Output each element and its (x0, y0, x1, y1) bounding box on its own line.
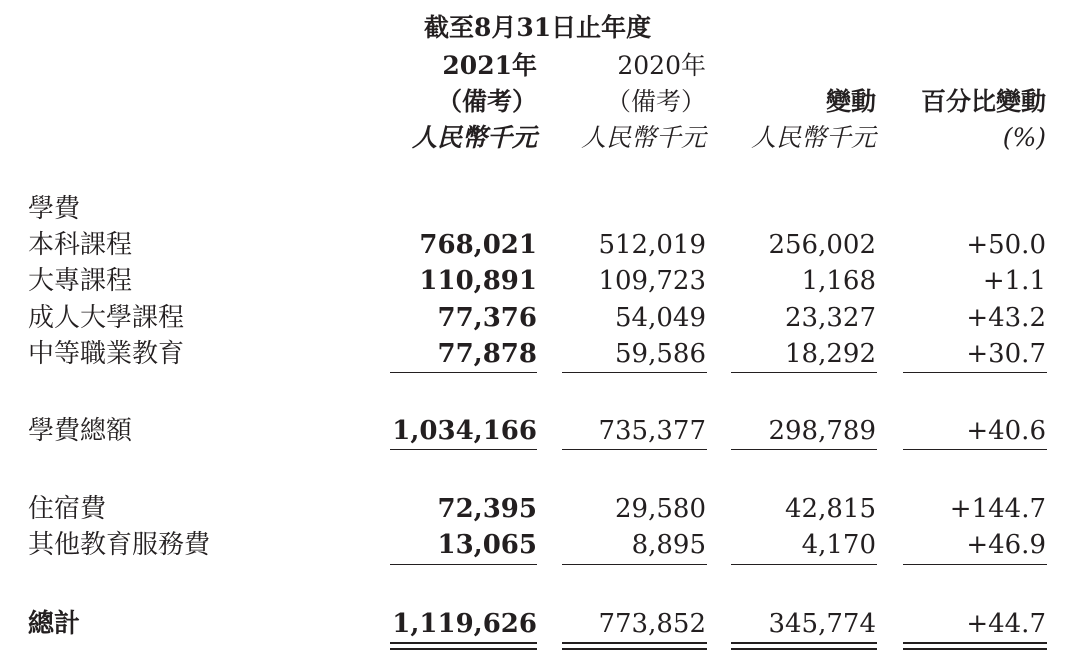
cell-2020: 512,019 (598, 230, 706, 260)
cell-2021: 768,021 (419, 230, 537, 260)
cell-pct: +144.7 (949, 494, 1046, 524)
row-label: 學費總額 (28, 416, 133, 446)
other-fees-rule (903, 564, 1047, 565)
other-fees-rule (562, 564, 707, 565)
subtotal-rule (390, 372, 537, 373)
cell-change: 4,170 (801, 530, 876, 560)
cell-2020: 29,580 (615, 494, 706, 524)
cell-2021: 1,119,626 (392, 609, 537, 639)
col-pct-unit: (%) (1002, 123, 1046, 152)
col-2021-unit: 人民幣千元 (411, 123, 537, 152)
row-label: 大專課程 (28, 266, 133, 296)
cell-2020: 735,377 (598, 416, 706, 446)
cell-2021: 1,034,166 (392, 416, 537, 446)
cell-2020: 8,895 (631, 530, 706, 560)
row-label: 其他教育服務費 (28, 530, 211, 560)
cell-2020: 109,723 (598, 266, 706, 296)
other-fees-rule (731, 564, 877, 565)
col-2021-year: 2021年 (442, 51, 537, 80)
total-tuition-rule (390, 449, 537, 450)
cell-change: 256,002 (768, 230, 876, 260)
grand-total-double-rule (731, 642, 877, 650)
cell-change: 42,815 (785, 494, 876, 524)
col-change-label: 變動 (825, 87, 876, 116)
cell-pct: +40.6 (966, 416, 1046, 446)
total-tuition-rule (731, 449, 877, 450)
cell-pct: +30.7 (966, 339, 1046, 369)
cell-pct: +50.0 (966, 230, 1046, 260)
section-title-tuition: 學費 (28, 194, 81, 224)
cell-pct: +44.7 (966, 609, 1046, 639)
other-fees-rule (390, 564, 537, 565)
grand-total-double-rule (390, 642, 537, 650)
cell-change: 1,168 (801, 266, 876, 296)
cell-2021: 110,891 (419, 266, 537, 296)
col-pct-label: 百分比變動 (920, 87, 1046, 116)
cell-2020: 773,852 (598, 609, 706, 639)
cell-2021: 77,376 (437, 303, 537, 333)
subtotal-rule (731, 372, 877, 373)
grand-total-double-rule (562, 642, 707, 650)
cell-2021: 72,395 (437, 494, 537, 524)
grand-total-double-rule (903, 642, 1047, 650)
row-label: 成人大學課程 (28, 303, 185, 333)
cell-change: 345,774 (768, 609, 876, 639)
cell-pct: +46.9 (966, 530, 1046, 560)
row-label: 中等職業教育 (28, 339, 185, 369)
col-change-unit: 人民幣千元 (750, 123, 876, 152)
cell-pct: +43.2 (966, 303, 1046, 333)
col-2020-note: （備考） (605, 87, 706, 116)
row-label: 住宿費 (28, 494, 107, 524)
col-2020-unit: 人民幣千元 (580, 123, 706, 152)
total-tuition-rule (903, 449, 1047, 450)
cell-pct: +1.1 (982, 266, 1046, 296)
col-2021-note: （備考） (436, 87, 537, 116)
row-label: 本科課程 (28, 230, 133, 260)
total-tuition-rule (562, 449, 707, 450)
cell-change: 18,292 (785, 339, 876, 369)
cell-change: 298,789 (768, 416, 876, 446)
row-label-grand-total: 總計 (28, 609, 81, 639)
col-2020-year: 2020年 (617, 51, 706, 80)
subtotal-rule (903, 372, 1047, 373)
cell-2020: 59,586 (615, 339, 706, 369)
cell-2021: 13,065 (437, 530, 537, 560)
cell-2021: 77,878 (437, 339, 537, 369)
cell-change: 23,327 (785, 303, 876, 333)
period-heading: 截至8月31日止年度 (424, 13, 652, 42)
subtotal-rule (562, 372, 707, 373)
cell-2020: 54,049 (615, 303, 706, 333)
